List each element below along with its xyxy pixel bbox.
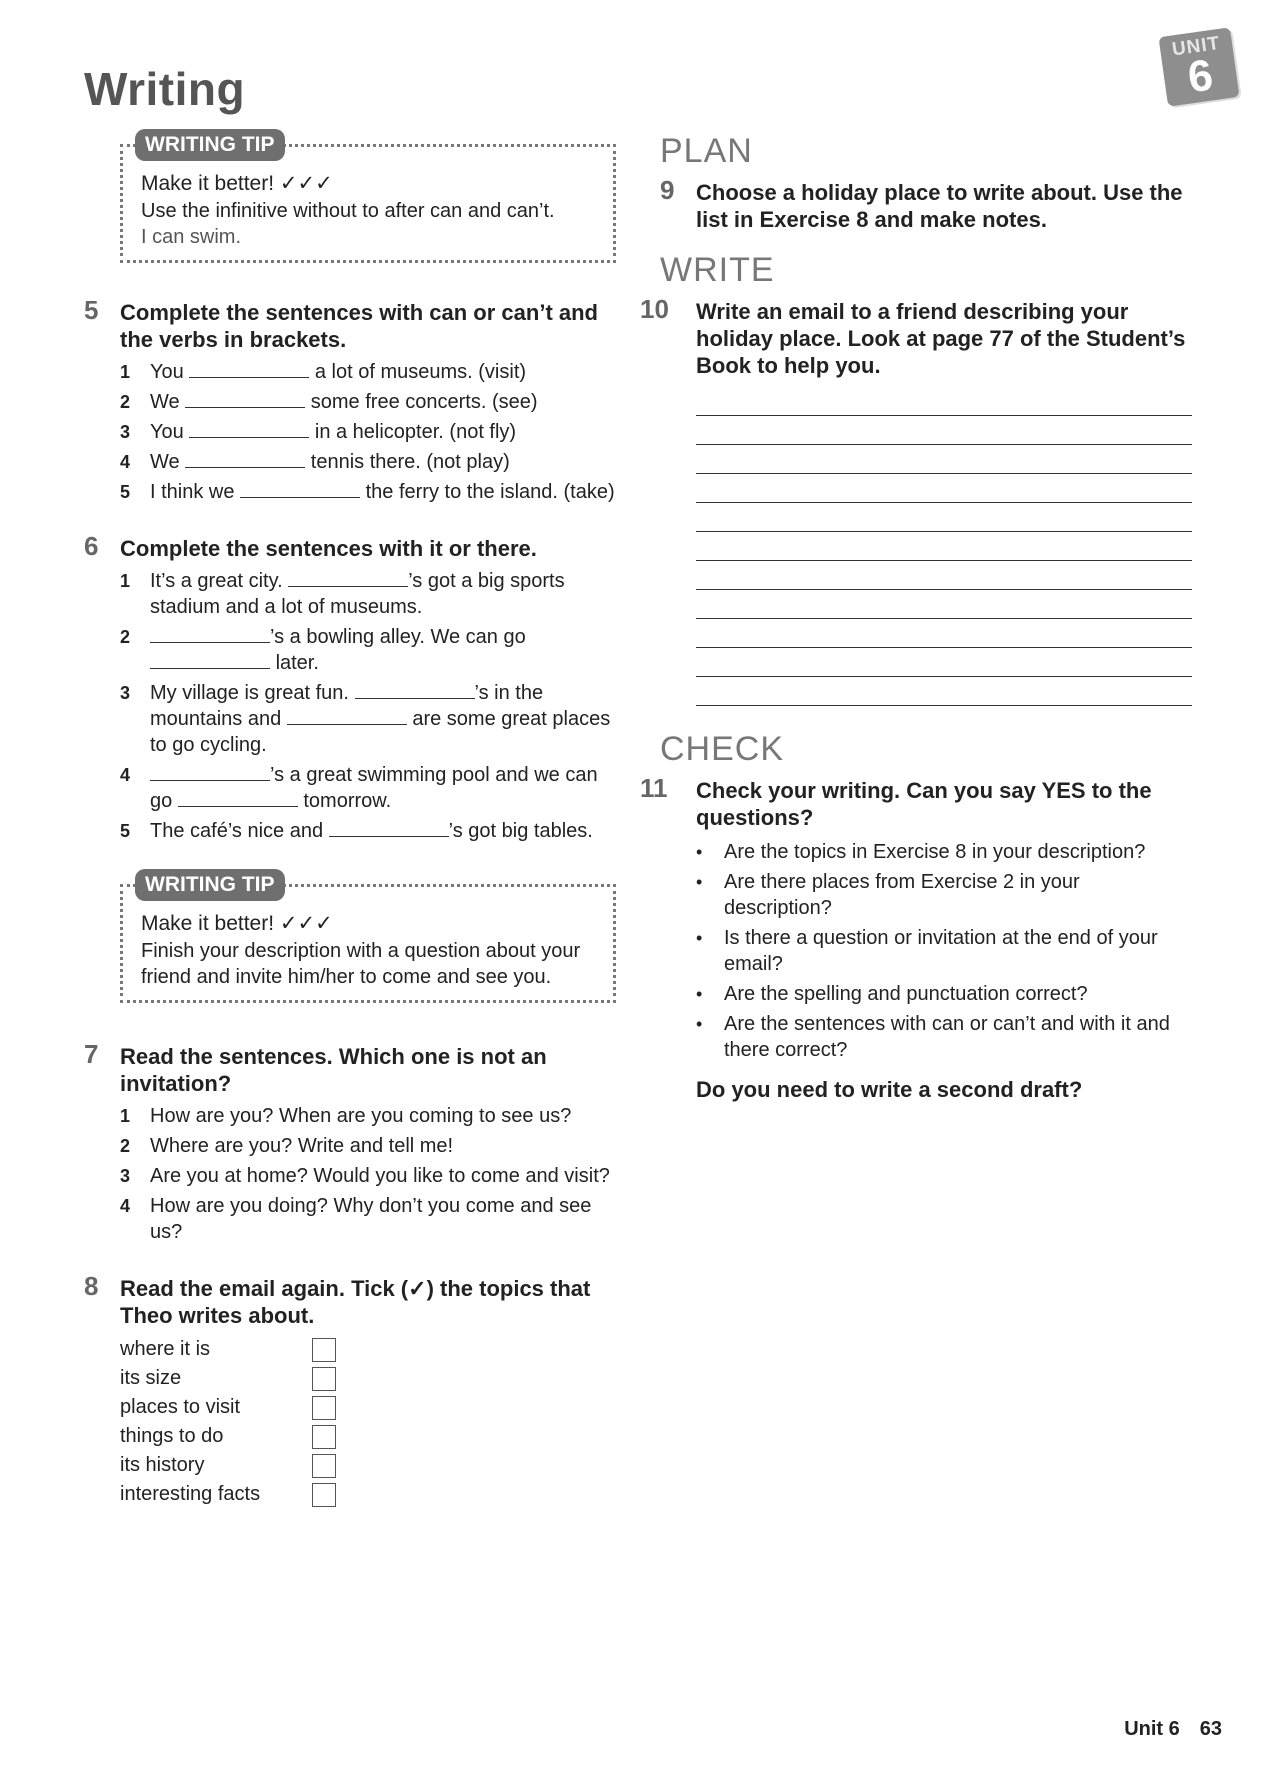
- item-number: 2: [120, 627, 131, 647]
- answer-blank[interactable]: [287, 706, 407, 725]
- item-number: 4: [120, 1196, 131, 1216]
- answer-blank[interactable]: [185, 449, 305, 468]
- item-text: I think we: [150, 481, 235, 503]
- writing-area[interactable]: [696, 387, 1192, 706]
- item-text: ’s got a big sports stadium and a lot of museums.: [150, 570, 565, 618]
- writing-line[interactable]: [696, 677, 1192, 706]
- writing-line[interactable]: [696, 648, 1192, 677]
- item-number: 3: [120, 422, 131, 442]
- item-text: Where are you? Write and tell me!: [150, 1135, 454, 1157]
- item-text: ’s got big tables.: [448, 820, 593, 842]
- list-item: [120, 359, 624, 385]
- writing-line[interactable]: [696, 445, 1192, 474]
- unit-badge: [1158, 27, 1239, 106]
- topic-label: things to do: [120, 1425, 224, 1447]
- item-number: 3: [120, 1166, 131, 1186]
- item-text: The café’s nice and: [150, 820, 324, 842]
- topic-row: [120, 1335, 624, 1364]
- tick-box[interactable]: [312, 1396, 336, 1420]
- answer-blank[interactable]: [150, 650, 270, 669]
- item-text: Are you at home? Would you like to come and visit?: [150, 1165, 610, 1187]
- writing-tip-label: WRITING TIP: [135, 869, 285, 901]
- answer-blank[interactable]: [178, 788, 298, 807]
- exercise-number: 8: [84, 1271, 99, 1301]
- item-text: We: [150, 451, 180, 473]
- item-text: some free concerts. (see): [310, 391, 538, 413]
- item-text: are some great places to go cycling.: [150, 708, 611, 756]
- item-text: tomorrow.: [303, 790, 392, 812]
- item-text: You: [150, 361, 184, 383]
- list-item: [120, 389, 624, 415]
- footer-unit: Unit 6: [1124, 1718, 1180, 1740]
- item-text: Are the sentences with can or can’t and with it and there correct?: [724, 1013, 1170, 1061]
- exercise-number: 5: [84, 295, 99, 325]
- exercise-7: [84, 1039, 624, 1245]
- bullet-icon: •: [696, 928, 703, 948]
- tip-heading: Make it better! ✓✓✓: [141, 172, 333, 195]
- bullet-icon: •: [696, 1014, 703, 1034]
- exercise-number: 11: [640, 773, 668, 803]
- topic-label: interesting facts: [120, 1483, 261, 1505]
- writing-line[interactable]: [696, 590, 1192, 619]
- list-item: [120, 680, 624, 758]
- exercise-number: 7: [84, 1039, 99, 1069]
- item-text: How are you doing? Why don’t you come and see us?: [150, 1195, 592, 1243]
- topic-row: [120, 1422, 624, 1451]
- item-text: You: [150, 421, 184, 443]
- answer-blank[interactable]: [240, 479, 360, 498]
- exercise-number: 10: [640, 294, 669, 324]
- list-item: [120, 624, 624, 676]
- checklist-item: [696, 1011, 1176, 1063]
- unit-badge-label: UNIT: [1170, 32, 1222, 61]
- tick-box[interactable]: [312, 1454, 336, 1478]
- list-item: [120, 568, 624, 620]
- exercise-instruction: Check your writing. Can you say YES to the questions?: [696, 778, 1152, 830]
- writing-tip-2: [120, 873, 616, 1003]
- item-number: 5: [120, 482, 131, 502]
- exercise-items: [120, 568, 624, 844]
- writing-line[interactable]: [696, 532, 1192, 561]
- bullet-icon: •: [696, 872, 703, 892]
- item-number: 2: [120, 1136, 131, 1156]
- answer-blank[interactable]: [329, 818, 449, 837]
- answer-blank[interactable]: [355, 680, 475, 699]
- checklist-item: [696, 839, 1176, 865]
- exercise-8: [84, 1271, 624, 1509]
- left-column: [84, 132, 624, 1509]
- item-text: ’s in the mountains and: [150, 682, 544, 730]
- answer-blank[interactable]: [150, 624, 270, 643]
- exercise-number: 9: [660, 175, 675, 205]
- item-text: Are the spelling and punctuation correct?: [724, 983, 1088, 1005]
- topic-label: places to visit: [120, 1396, 241, 1418]
- answer-blank[interactable]: [189, 419, 309, 438]
- topic-row: [120, 1480, 624, 1509]
- answer-blank[interactable]: [150, 762, 270, 781]
- list-item[interactable]: [120, 1193, 624, 1245]
- topic-row: [120, 1451, 624, 1480]
- tip-heading: Make it better! ✓✓✓: [141, 912, 333, 935]
- writing-line[interactable]: [696, 619, 1192, 648]
- item-text: later.: [275, 652, 319, 674]
- list-item[interactable]: [120, 1163, 624, 1189]
- item-text: the ferry to the island. (take): [365, 481, 615, 503]
- page-footer: [1104, 1718, 1222, 1741]
- writing-line[interactable]: [696, 503, 1192, 532]
- item-text: It’s a great city.: [150, 570, 283, 592]
- list-item: [120, 419, 624, 445]
- item-text: We: [150, 391, 180, 413]
- item-text: in a helicopter. (not fly): [314, 421, 517, 443]
- topic-label: its history: [120, 1454, 205, 1476]
- answer-blank[interactable]: [189, 359, 309, 378]
- exercise-items: [120, 359, 624, 505]
- item-number: 3: [120, 683, 131, 703]
- writing-line[interactable]: [696, 561, 1192, 590]
- exercise-6: [84, 531, 624, 844]
- exercise-11: [640, 773, 1200, 831]
- list-item[interactable]: [120, 1133, 624, 1159]
- list-item[interactable]: [120, 1103, 624, 1129]
- item-text: tennis there. (not play): [310, 451, 510, 473]
- bullet-icon: •: [696, 984, 703, 1004]
- list-item: [120, 449, 624, 475]
- exercise-instruction: Read the sentences. Which one is not an invitation?: [120, 1044, 547, 1096]
- item-text: Is there a question or invitation at the end of your email?: [724, 927, 1158, 975]
- exercise-5: [84, 295, 624, 505]
- item-number: 1: [120, 571, 131, 591]
- tip-body: Finish your description with a question about your friend and invite him/her to come and see you.: [141, 940, 581, 988]
- item-text: ’s a great swimming pool and we can go: [150, 764, 598, 812]
- exercise-instruction: Complete the sentences with it or there.: [120, 536, 537, 561]
- check-heading: CHECK: [660, 730, 785, 768]
- item-number: 1: [120, 1106, 131, 1126]
- writing-tip-1: [120, 133, 616, 263]
- exercise-number: 6: [84, 531, 99, 561]
- item-text: a lot of museums. (visit): [314, 361, 527, 383]
- item-number: 4: [120, 452, 131, 472]
- item-number: 5: [120, 821, 131, 841]
- page-title: Writing: [84, 63, 246, 115]
- answer-blank[interactable]: [185, 389, 305, 408]
- item-number: 1: [120, 362, 131, 382]
- exercise-instruction: Complete the sentences with can or can’t and the verbs in brackets.: [120, 300, 598, 352]
- item-number: 2: [120, 392, 131, 412]
- list-item: [120, 479, 624, 505]
- writing-line[interactable]: [696, 416, 1192, 445]
- checklist-item: [696, 869, 1176, 921]
- exercise-10: [640, 294, 1200, 379]
- tick-box[interactable]: [312, 1483, 336, 1507]
- item-text: Are there places from Exercise 2 in your description?: [724, 871, 1080, 919]
- answer-blank[interactable]: [288, 568, 408, 587]
- writing-line[interactable]: [696, 474, 1192, 503]
- write-heading: WRITE: [660, 251, 775, 289]
- item-text: My village is great fun.: [150, 682, 349, 704]
- exercise-9: [640, 175, 1200, 233]
- item-text: Are the topics in Exercise 8 in your description?: [724, 841, 1146, 863]
- list-item: [120, 818, 624, 844]
- item-text: ’s a bowling alley. We can go: [270, 626, 526, 648]
- exercise-items: [120, 1103, 624, 1245]
- plan-heading: PLAN: [660, 132, 753, 170]
- tip-example: I can swim.: [141, 226, 242, 248]
- right-column: [640, 132, 1200, 1103]
- tick-box[interactable]: [312, 1425, 336, 1449]
- tick-box[interactable]: [312, 1367, 336, 1391]
- checklist-item: [696, 925, 1176, 977]
- topic-label: where it is: [120, 1338, 211, 1360]
- bullet-icon: •: [696, 842, 703, 862]
- page-number: 63: [1199, 1718, 1222, 1740]
- exercise-instruction: Write an email to a friend describing your holiday place. Look at page 77 of the Student’s Book to help you.: [696, 299, 1186, 378]
- exercise-instruction: Read the email again. Tick (✓) the topics that Theo writes about.: [120, 1276, 591, 1328]
- item-number: 4: [120, 765, 131, 785]
- item-text: How are you? When are you coming to see us?: [150, 1105, 572, 1127]
- topic-checklist: [120, 1335, 624, 1509]
- exercise-instruction: Choose a holiday place to write about. Use the list in Exercise 8 and make notes.: [696, 180, 1183, 232]
- unit-badge-number: 6: [1184, 50, 1216, 103]
- writing-tip-label: WRITING TIP: [135, 129, 285, 161]
- writing-line[interactable]: [696, 387, 1192, 416]
- checklist: [696, 839, 1176, 1063]
- tip-body: Use the infinitive without to after can and can’t.: [141, 200, 555, 222]
- tick-box[interactable]: [312, 1338, 336, 1362]
- topic-row: [120, 1393, 624, 1422]
- list-item: [120, 762, 624, 814]
- topic-label: its size: [120, 1367, 182, 1389]
- topic-row: [120, 1364, 624, 1393]
- checklist-item: [696, 981, 1176, 1007]
- final-question: Do you need to write a second draft?: [696, 1077, 1083, 1102]
